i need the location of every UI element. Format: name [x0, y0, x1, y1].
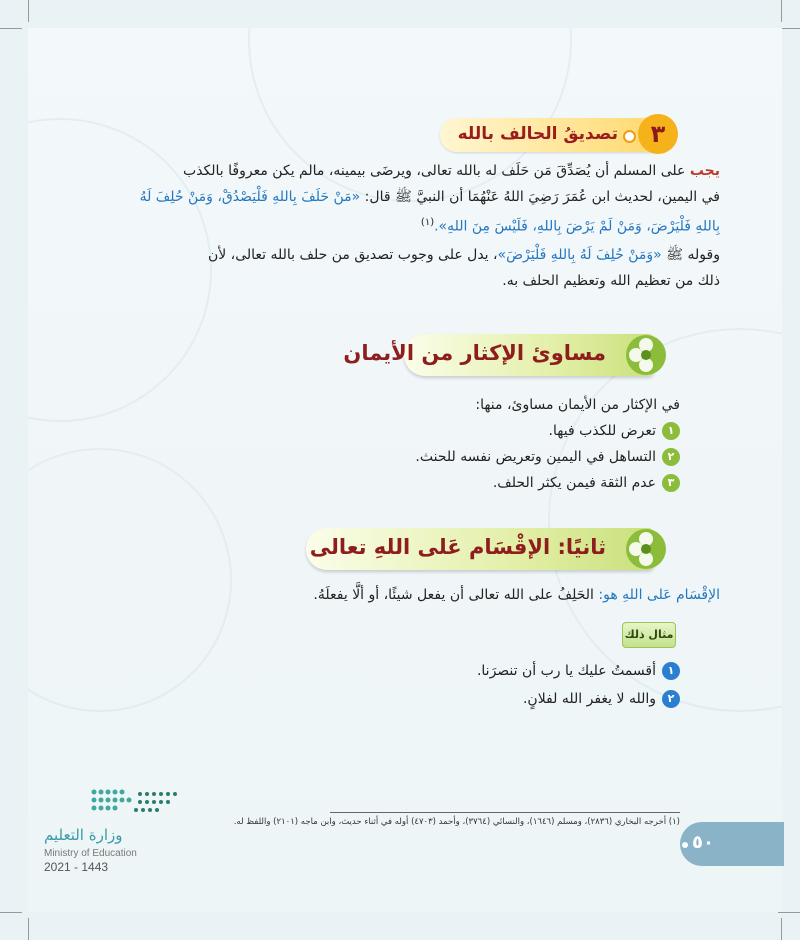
page-number-tab	[680, 822, 784, 866]
emphasis-word: يجب	[689, 163, 720, 179]
edition-year: 2021 - 1443	[44, 860, 109, 874]
list-item-text: عدم الثقة فيمن يكثر الحلف.	[492, 475, 656, 491]
list-item	[200, 472, 680, 494]
crop-mark-bottom-right	[778, 912, 800, 913]
hadith-quote: بِاللهِ فَلْيَرْضَ، وَمَنْ لَمْ يَرْضَ بِاللهِ، فَلَيْسَ مِنَ اللهِ».	[434, 218, 720, 235]
paragraph-line	[80, 268, 720, 294]
list-item	[200, 688, 680, 710]
section-heading	[440, 118, 670, 152]
definition-term: الإقْسَام عَلى اللهِ هو:	[598, 587, 720, 603]
ring-icon	[623, 130, 636, 143]
paragraph-line	[80, 158, 720, 184]
paragraph-line	[80, 184, 720, 210]
banner-heading	[343, 334, 654, 376]
crop-mark-top-left-v	[28, 0, 29, 22]
ministry-logo	[44, 786, 194, 876]
dot-icon	[682, 842, 688, 848]
list-item	[200, 660, 680, 682]
paragraph-line	[80, 242, 720, 268]
background-pattern	[548, 328, 782, 712]
crop-mark-bottom-left-v	[28, 918, 29, 940]
paragraph-line	[80, 210, 720, 240]
section-title: تصديقُ الحالف بالله	[457, 124, 618, 144]
number-badge: ٢	[662, 690, 680, 708]
crop-mark-top-right-v	[781, 0, 782, 22]
banner-title: مساوئ الإكثار من الأيمان	[343, 341, 606, 365]
crop-mark-bottom-right-v	[781, 918, 782, 940]
number-badge: ٢	[662, 448, 680, 466]
leaf-ornament-icon	[622, 331, 670, 379]
paragraph-text: وقوله ﷺ	[661, 247, 720, 263]
paragraph-text: ذلك من تعظيم الله وتعظيم الحلف به.	[502, 273, 720, 289]
page-number: ٥٠	[692, 832, 714, 853]
definition-text: الحَلِفُ على الله تعالى أن يفعل شيئًا، أو ألَّا يفعلَهُ.	[313, 587, 599, 603]
ministry-logo-icon	[90, 786, 180, 822]
banner-heading	[306, 528, 654, 570]
list-item-text: والله لا يغفر الله لفلانٍ.	[522, 691, 656, 707]
banner-title: ثانيًا: الإقْسَام عَلى اللهِ تعالى	[309, 535, 606, 559]
ministry-name-arabic: وزارة التعليم	[44, 826, 123, 844]
hadith-quote: «وَمَنْ حُلِفَ لَهُ بِاللهِ فَلْيَرْضَ»	[497, 247, 662, 263]
ministry-name-english: Ministry of Education	[44, 848, 137, 859]
intro-text: في الإكثار من الأيمان مساوئ، منها:	[475, 397, 680, 413]
footnote-ref: (١)	[420, 217, 435, 228]
example-label: مثال ذلك	[622, 622, 676, 648]
paragraph-text: ، يدل على وجوب تصديق من حلف بالله تعالى، لأن	[207, 247, 498, 263]
list-item-text: أقسمتُ عليك يا رب أن تنصرَنا.	[476, 663, 656, 679]
number-badge: ١	[662, 422, 680, 440]
footnote-divider	[330, 812, 680, 813]
paragraph-text: في اليمين، لحديث ابن عُمَرَ رَضِيَ اللهُ عَنْهُمَا أن النبيَّ ﷺ قال:	[360, 189, 720, 205]
section-number: ٣	[638, 114, 678, 154]
footnote: (١) أخرجه البخاري (٢٨٣٦)، ومسلم (١٦٤٦)، والنسائي (٣٧٦٤)، وأحمد (٤٧٠٣) أوله في أثناء حديث، وابن ماجه (٢١٠١) واللفظ له.	[233, 817, 680, 827]
number-badge: ٣	[662, 474, 680, 492]
definition-line	[80, 582, 720, 608]
list-item-text: التساهل في اليمين وتعريض نفسه للحنث.	[415, 449, 656, 465]
list-item	[200, 446, 680, 468]
list-item-text: تعرض للكذب فيها.	[548, 423, 656, 439]
crop-mark-top-left	[0, 28, 22, 29]
crop-mark-bottom-left	[0, 912, 22, 913]
hadith-quote: «مَنْ حَلَفَ بِاللهِ فَلْيَصْدُقْ، وَمَنْ حُلِفَ لَهُ	[139, 189, 361, 205]
number-badge: ١	[662, 662, 680, 680]
paragraph-text: على المسلم أن يُصَدِّقَ مَن حَلَف له بالله تعالى، ويرضَى بيمينه، مالم يكن معروفًا بالكذب	[183, 163, 690, 179]
leaf-ornament-icon	[622, 525, 670, 573]
list-item	[200, 420, 680, 442]
